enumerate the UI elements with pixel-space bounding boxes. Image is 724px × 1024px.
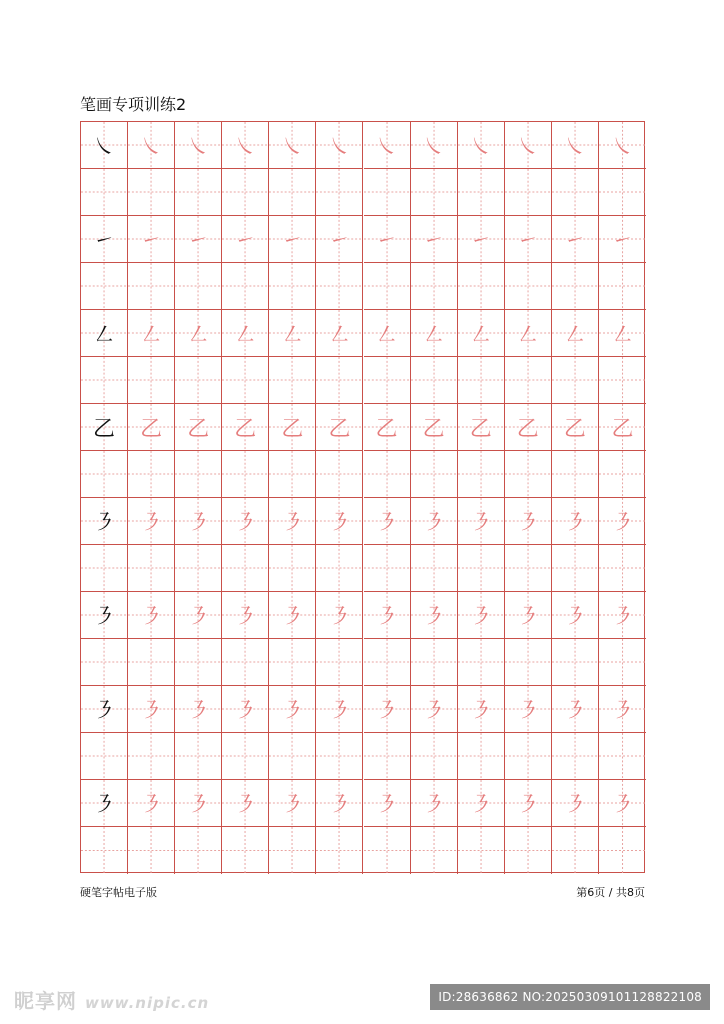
trace-stroke-cell [175,216,222,263]
blank-practice-cell [316,451,363,498]
trace-stroke: ㇜ [611,322,634,348]
trace-stroke: ㇜ [563,322,586,348]
trace-stroke-cell [128,498,175,545]
watermark-url: www.nipic.cn [84,994,210,1012]
trace-stroke-cell [222,310,269,357]
blank-practice-cell [316,827,363,874]
blank-practice-cell [269,733,316,780]
trace-stroke: ㇋ [469,604,492,630]
trace-stroke: 乙 [234,416,257,442]
trace-stroke-cell [599,592,646,639]
trace-stroke-cell [128,216,175,263]
trace-stroke: ㇏ [187,134,210,160]
trace-stroke: ㇀ [375,228,398,254]
trace-stroke: ㇋ [516,698,539,724]
blank-practice-cell [599,169,646,216]
trace-stroke-cell [599,498,646,545]
blank-practice-cell [552,639,599,686]
blank-practice-cell [552,357,599,404]
trace-stroke-cell [411,498,458,545]
blank-practice-cell [458,827,505,874]
blank-practice-cell [364,169,411,216]
trace-stroke: ㇜ [516,322,539,348]
trace-stroke-cell [411,592,458,639]
trace-stroke-cell [269,216,316,263]
blank-practice-cell [128,169,175,216]
blank-practice-cell [269,169,316,216]
model-stroke: ㇋ [93,792,116,818]
blank-practice-cell [316,263,363,310]
trace-stroke: ㇋ [611,510,634,536]
blank-practice-cell [411,451,458,498]
trace-stroke: ㇋ [469,698,492,724]
trace-stroke: ㇏ [516,134,539,160]
trace-stroke-cell [552,498,599,545]
trace-stroke: ㇋ [422,510,445,536]
trace-stroke-cell [316,780,363,827]
trace-stroke: 乙 [611,416,634,442]
model-stroke-cell [81,404,128,451]
trace-stroke: ㇀ [563,228,586,254]
trace-stroke: ㇜ [281,322,304,348]
trace-stroke-cell [552,592,599,639]
trace-stroke: ㇏ [234,134,257,160]
trace-stroke: ㇋ [234,792,257,818]
trace-stroke-cell [316,686,363,733]
blank-practice-cell [175,639,222,686]
blank-practice-cell [128,639,175,686]
blank-practice-cell [222,733,269,780]
trace-stroke: ㇏ [281,134,304,160]
blank-practice-cell [505,357,552,404]
trace-stroke: ㇏ [375,134,398,160]
trace-stroke-cell [364,122,411,169]
trace-stroke: ㇋ [328,698,351,724]
blank-practice-cell [364,827,411,874]
trace-stroke-cell [128,310,175,357]
blank-practice-cell [505,545,552,592]
trace-stroke-cell [411,216,458,263]
trace-stroke: ㇋ [234,510,257,536]
trace-stroke: ㇋ [328,510,351,536]
blank-practice-cell [505,263,552,310]
blank-practice-cell [552,545,599,592]
trace-stroke: ㇋ [281,510,304,536]
trace-stroke-cell [269,780,316,827]
trace-stroke: 乙 [422,416,445,442]
blank-practice-cell [128,451,175,498]
trace-stroke: ㇜ [375,322,398,348]
blank-practice-cell [505,451,552,498]
trace-stroke-cell [364,780,411,827]
blank-practice-cell [269,357,316,404]
trace-stroke: 乙 [281,416,304,442]
model-stroke: ㇋ [93,604,116,630]
trace-stroke-cell [128,592,175,639]
trace-stroke-cell [364,216,411,263]
trace-stroke-cell [222,122,269,169]
blank-practice-cell [222,545,269,592]
trace-stroke: ㇀ [234,228,257,254]
blank-practice-cell [411,263,458,310]
trace-stroke-cell [222,498,269,545]
trace-stroke: ㇋ [187,698,210,724]
blank-practice-cell [128,545,175,592]
trace-stroke-cell [458,686,505,733]
trace-stroke: ㇋ [281,604,304,630]
trace-stroke-cell [599,404,646,451]
blank-practice-cell [269,827,316,874]
trace-stroke: ㇋ [422,604,445,630]
trace-stroke: 乙 [469,416,492,442]
trace-stroke-cell [316,404,363,451]
model-stroke: ㇀ [93,228,116,254]
blank-practice-cell [599,545,646,592]
blank-practice-cell [222,169,269,216]
blank-practice-cell [364,545,411,592]
trace-stroke-cell [175,498,222,545]
blank-practice-cell [458,263,505,310]
trace-stroke-cell [222,686,269,733]
trace-stroke-cell [222,216,269,263]
blank-practice-cell [458,733,505,780]
trace-stroke-cell [552,310,599,357]
watermark-id: ID:28636862 NO:20250309101128822108 [430,984,710,1010]
footer-left-label: 硬笔字帖电子版 [80,886,157,899]
trace-stroke: ㇜ [234,322,257,348]
trace-stroke: ㇋ [611,698,634,724]
trace-stroke-cell [505,686,552,733]
trace-stroke-cell [599,310,646,357]
trace-stroke: 乙 [187,416,210,442]
blank-practice-cell [316,357,363,404]
blank-practice-cell [552,451,599,498]
blank-practice-cell [81,169,128,216]
trace-stroke: ㇏ [328,134,351,160]
trace-stroke-cell [175,310,222,357]
trace-stroke-cell [316,592,363,639]
blank-practice-cell [458,545,505,592]
blank-practice-cell [411,639,458,686]
trace-stroke: ㇏ [140,134,163,160]
trace-stroke-cell [316,216,363,263]
trace-stroke: ㇋ [422,698,445,724]
trace-stroke: ㇋ [140,792,163,818]
trace-stroke: ㇏ [563,134,586,160]
blank-practice-cell [458,357,505,404]
trace-stroke-cell [458,310,505,357]
trace-stroke: ㇀ [516,228,539,254]
model-stroke-cell [81,498,128,545]
blank-practice-cell [316,545,363,592]
trace-stroke-cell [552,216,599,263]
trace-stroke-cell [364,404,411,451]
blank-practice-cell [411,357,458,404]
blank-practice-cell [175,827,222,874]
trace-stroke: ㇋ [281,698,304,724]
blank-practice-cell [599,357,646,404]
trace-stroke: ㇋ [611,792,634,818]
trace-stroke-cell [175,122,222,169]
trace-stroke-cell [505,498,552,545]
blank-practice-cell [269,545,316,592]
blank-practice-cell [599,451,646,498]
watermark-logo-text: 昵享网 [14,989,77,1013]
trace-stroke-cell [505,780,552,827]
blank-practice-cell [411,169,458,216]
trace-stroke: ㇋ [375,792,398,818]
trace-stroke-cell [128,686,175,733]
trace-stroke-cell [505,592,552,639]
model-stroke: ㇋ [93,698,116,724]
trace-stroke: ㇀ [469,228,492,254]
blank-practice-cell [81,357,128,404]
trace-stroke: ㇜ [187,322,210,348]
trace-stroke: ㇜ [328,322,351,348]
trace-stroke-cell [411,122,458,169]
blank-practice-cell [222,451,269,498]
trace-stroke: ㇀ [611,228,634,254]
trace-stroke: ㇋ [563,510,586,536]
trace-stroke-cell [316,122,363,169]
blank-practice-cell [411,545,458,592]
trace-stroke-cell [599,216,646,263]
blank-practice-cell [81,451,128,498]
trace-stroke-cell [316,498,363,545]
blank-practice-cell [175,545,222,592]
trace-stroke: ㇋ [469,792,492,818]
trace-stroke: ㇋ [187,510,210,536]
trace-stroke-cell [505,310,552,357]
blank-practice-cell [364,733,411,780]
blank-practice-cell [364,357,411,404]
blank-practice-cell [552,169,599,216]
blank-practice-cell [81,733,128,780]
trace-stroke-cell [175,592,222,639]
trace-stroke-cell [411,686,458,733]
blank-practice-cell [599,733,646,780]
blank-practice-cell [505,639,552,686]
blank-practice-cell [552,827,599,874]
blank-practice-cell [458,169,505,216]
trace-stroke-cell [222,592,269,639]
trace-stroke-cell [128,780,175,827]
trace-stroke: ㇜ [140,322,163,348]
blank-practice-cell [222,639,269,686]
trace-stroke: ㇏ [469,134,492,160]
blank-practice-cell [316,639,363,686]
trace-stroke: ㇋ [422,792,445,818]
trace-stroke: ㇜ [422,322,445,348]
trace-stroke: ㇀ [281,228,304,254]
model-stroke: 乙 [93,416,116,442]
trace-stroke: 乙 [140,416,163,442]
trace-stroke-cell [364,686,411,733]
trace-stroke-cell [128,404,175,451]
model-stroke-cell [81,216,128,263]
blank-practice-cell [175,263,222,310]
trace-stroke: ㇋ [516,792,539,818]
trace-stroke-cell [505,216,552,263]
trace-stroke-cell [411,310,458,357]
blank-practice-cell [599,639,646,686]
trace-stroke: ㇋ [375,698,398,724]
blank-practice-cell [81,263,128,310]
blank-practice-cell [552,263,599,310]
page-number: 第6页 / 共8页 [576,886,645,899]
blank-practice-cell [411,827,458,874]
trace-stroke-cell [364,592,411,639]
blank-practice-cell [458,451,505,498]
model-stroke-cell [81,310,128,357]
trace-stroke-cell [316,310,363,357]
trace-stroke-cell [222,404,269,451]
blank-practice-cell [81,545,128,592]
trace-stroke-cell [269,122,316,169]
blank-practice-cell [316,733,363,780]
blank-practice-cell [364,639,411,686]
blank-practice-cell [505,733,552,780]
blank-practice-cell [269,263,316,310]
trace-stroke-cell [458,216,505,263]
blank-practice-cell [269,639,316,686]
trace-stroke: ㇋ [234,698,257,724]
blank-practice-cell [599,263,646,310]
trace-stroke-cell [269,686,316,733]
trace-stroke-cell [458,404,505,451]
trace-stroke: ㇋ [563,792,586,818]
blank-practice-cell [411,733,458,780]
model-stroke: ㇜ [93,322,116,348]
trace-stroke-cell [599,122,646,169]
blank-practice-cell [552,733,599,780]
blank-practice-cell [599,827,646,874]
trace-stroke-cell [552,686,599,733]
trace-stroke: ㇀ [422,228,445,254]
trace-stroke-cell [175,780,222,827]
trace-stroke: ㇋ [563,698,586,724]
trace-stroke: ㇋ [563,604,586,630]
trace-stroke-cell [222,780,269,827]
trace-stroke-cell [175,404,222,451]
blank-practice-cell [175,451,222,498]
blank-practice-cell [269,451,316,498]
blank-practice-cell [505,827,552,874]
blank-practice-cell [128,733,175,780]
trace-stroke-cell [458,592,505,639]
trace-stroke-cell [458,780,505,827]
model-stroke-cell [81,122,128,169]
practice-grid [80,121,645,873]
blank-practice-cell [222,263,269,310]
blank-practice-cell [175,169,222,216]
trace-stroke-cell [364,310,411,357]
trace-stroke-cell [269,592,316,639]
trace-stroke-cell [458,498,505,545]
trace-stroke: ㇋ [328,604,351,630]
trace-stroke-cell [269,310,316,357]
trace-stroke-cell [458,122,505,169]
watermark-logo [14,985,209,1014]
blank-practice-cell [222,357,269,404]
trace-stroke: ㇋ [516,510,539,536]
trace-stroke: ㇋ [375,604,398,630]
blank-practice-cell [175,733,222,780]
trace-stroke: ㇋ [187,792,210,818]
trace-stroke-cell [505,404,552,451]
trace-stroke: ㇏ [422,134,445,160]
trace-stroke: ㇜ [469,322,492,348]
trace-stroke: ㇏ [611,134,634,160]
blank-practice-cell [505,169,552,216]
model-stroke-cell [81,592,128,639]
trace-stroke: ㇋ [140,604,163,630]
blank-practice-cell [128,357,175,404]
blank-practice-cell [364,451,411,498]
trace-stroke: ㇋ [234,604,257,630]
blank-practice-cell [175,357,222,404]
trace-stroke-cell [599,686,646,733]
blank-practice-cell [128,827,175,874]
blank-practice-cell [458,639,505,686]
trace-stroke: ㇋ [375,510,398,536]
trace-stroke: ㇋ [611,604,634,630]
trace-stroke: ㇋ [140,698,163,724]
model-stroke: ㇋ [93,510,116,536]
blank-practice-cell [364,263,411,310]
trace-stroke-cell [505,122,552,169]
trace-stroke: ㇋ [516,604,539,630]
trace-stroke-cell [269,498,316,545]
trace-stroke: 乙 [328,416,351,442]
trace-stroke-cell [364,498,411,545]
trace-stroke-cell [552,780,599,827]
trace-stroke-cell [175,686,222,733]
trace-stroke-cell [411,404,458,451]
trace-stroke: 乙 [375,416,398,442]
blank-practice-cell [316,169,363,216]
model-stroke-cell [81,780,128,827]
trace-stroke: ㇋ [469,510,492,536]
trace-stroke: ㇀ [328,228,351,254]
trace-stroke: 乙 [563,416,586,442]
blank-practice-cell [128,263,175,310]
trace-stroke: ㇋ [328,792,351,818]
trace-stroke: ㇋ [140,510,163,536]
model-stroke: ㇏ [93,134,116,160]
trace-stroke-cell [552,122,599,169]
trace-stroke-cell [599,780,646,827]
blank-practice-cell [81,827,128,874]
trace-stroke: ㇋ [187,604,210,630]
trace-stroke: ㇋ [281,792,304,818]
trace-stroke: ㇀ [187,228,210,254]
trace-stroke-cell [411,780,458,827]
blank-practice-cell [222,827,269,874]
trace-stroke: 乙 [516,416,539,442]
blank-practice-cell [81,639,128,686]
trace-stroke: ㇀ [140,228,163,254]
trace-stroke-cell [269,404,316,451]
model-stroke-cell [81,686,128,733]
trace-stroke-cell [128,122,175,169]
trace-stroke-cell [552,404,599,451]
page-title: 笔画专项训练2 [80,95,187,114]
